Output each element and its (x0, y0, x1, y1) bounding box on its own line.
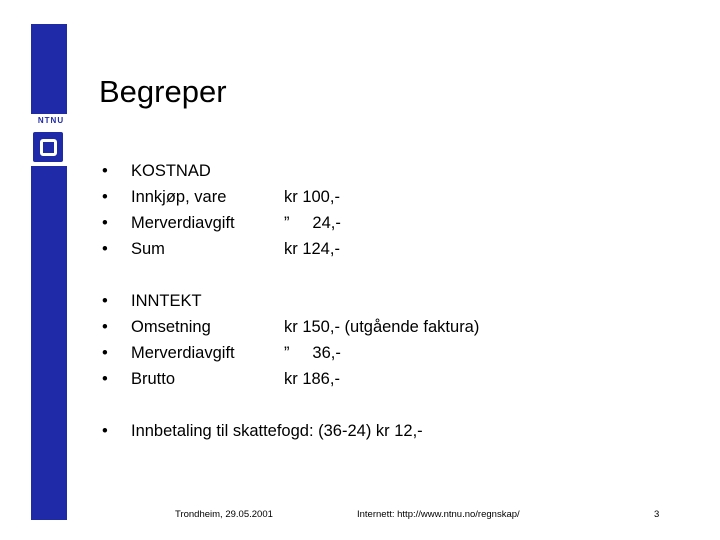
bullet: • (102, 292, 108, 310)
item-value: ” 36,- (284, 344, 341, 362)
item-label: Merverdiavgift (131, 214, 235, 232)
item-value: kr 150,- (utgående faktura) (284, 318, 480, 336)
bullet: • (102, 422, 108, 440)
page-number: 3 (654, 509, 660, 520)
ntnu-logo-text: NTNU (37, 116, 65, 125)
item-label: Merverdiavgift (131, 344, 235, 362)
item-label: INNTEKT (131, 292, 202, 310)
item-label: Sum (131, 240, 165, 258)
item-label: Innkjøp, vare (131, 188, 227, 206)
footer-url: Internett: http://www.ntnu.no/regnskap/ (357, 509, 520, 520)
item-label: Brutto (131, 370, 176, 388)
item-value: ” 24,- (284, 214, 341, 232)
bullet: • (102, 344, 108, 362)
item-label: Innbetaling til skattefogd: (36-24) kr 12,- (131, 422, 423, 440)
brand-sidebar (31, 24, 67, 520)
item-value: kr 186,- (284, 370, 340, 388)
bullet: • (102, 318, 108, 336)
slide-title: Begreper (99, 74, 227, 109)
item-value: kr 124,- (284, 240, 340, 258)
bullet: • (102, 214, 108, 232)
item-label: KOSTNAD (131, 162, 211, 180)
footer-location-date: Trondheim, 29.05.2001 (175, 509, 273, 520)
bullet: • (102, 188, 108, 206)
item-label: Omsetning (131, 318, 211, 336)
bullet: • (102, 240, 108, 258)
item-value: kr 100,- (284, 188, 340, 206)
bullet: • (102, 370, 108, 388)
ntnu-logo-icon (33, 132, 63, 162)
bullet: • (102, 162, 108, 180)
